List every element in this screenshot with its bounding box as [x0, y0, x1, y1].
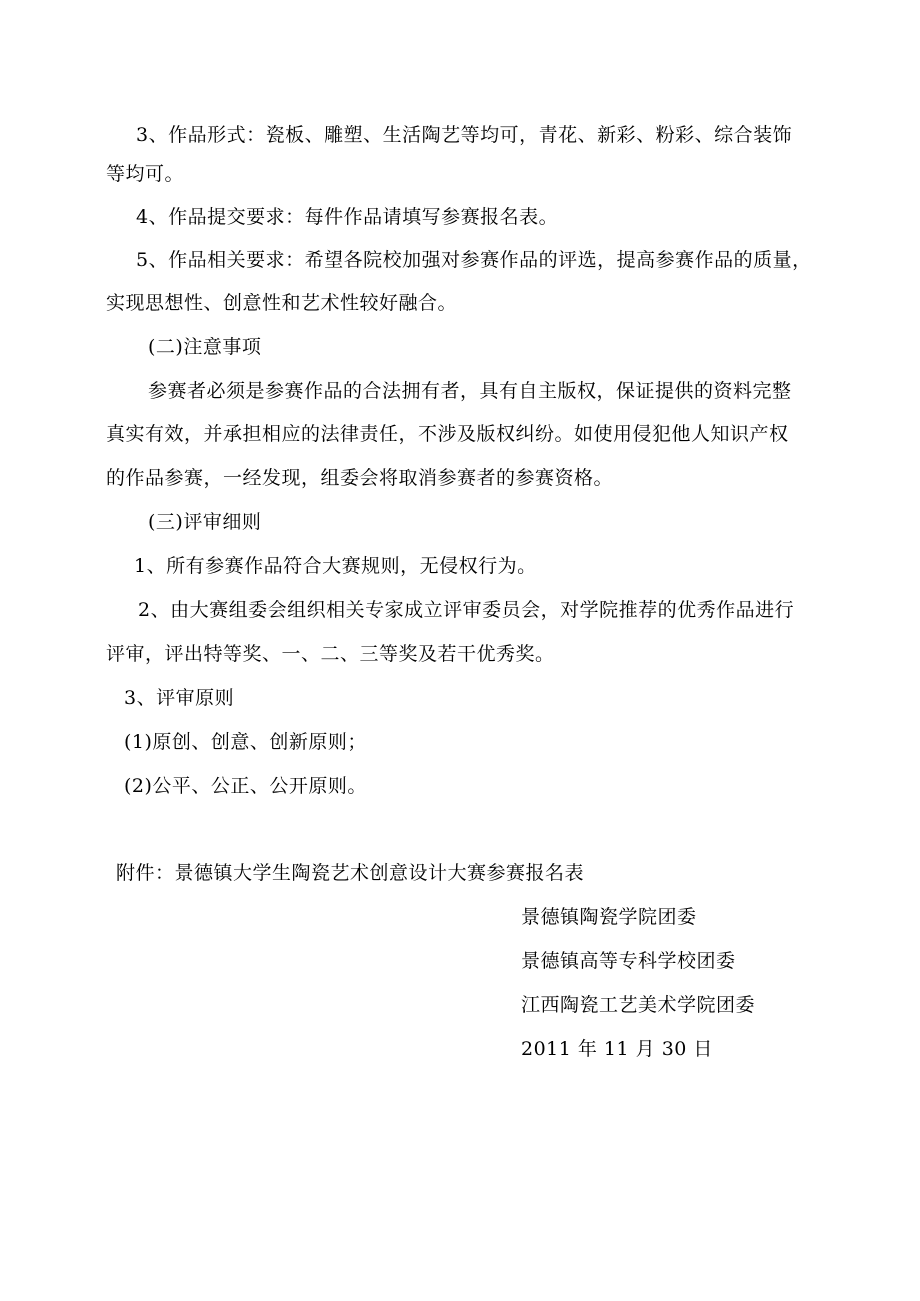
principle-2: (2)公平、公正、公开原则。	[124, 775, 367, 797]
notes-line-3: 的作品参赛，一经发现，组委会将取消参赛者的参赛资格。	[106, 467, 614, 489]
principle-1: (1)原创、创意、创新原则；	[124, 731, 367, 753]
notes-line-2: 真实有效，并承担相应的法律责任，不涉及版权纠纷。如使用侵犯他人知识产权	[106, 423, 789, 445]
rule-2-line-2: 评审，评出特等奖、一、二、三等奖及若干优秀奖。	[106, 643, 555, 665]
signature-org-2: 景德镇高等专科学校团委	[521, 950, 736, 972]
item-3-line-1: 3、作品形式：瓷板、雕塑、生活陶艺等均可，青花、新彩、粉彩、综合装饰	[136, 124, 793, 146]
signature-date: 2011 年 11 月 30 日	[521, 1038, 713, 1060]
rules-heading: (三)评审细则	[148, 511, 262, 533]
item-5-line-1: 5、作品相关要求：希望各院校加强对参赛作品的评选，提高参赛作品的质量，	[136, 249, 812, 271]
signature-org-3: 江西陶瓷工艺美术学院团委	[521, 994, 756, 1016]
attachment-line: 附件：景德镇大学生陶瓷艺术创意设计大赛参赛报名表	[116, 862, 585, 884]
rule-3: 3、评审原则	[124, 687, 235, 709]
signature-org-1: 景德镇陶瓷学院团委	[521, 906, 697, 928]
notes-heading: (二)注意事项	[148, 336, 262, 358]
item-5-line-2: 实现思想性、创意性和艺术性较好融合。	[106, 292, 458, 314]
rule-1: 1、所有参赛作品符合大赛规则，无侵权行为。	[134, 555, 537, 577]
item-3-line-2: 等均可。	[106, 163, 185, 185]
notes-line-1: 参赛者必须是参赛作品的合法拥有者，具有自主版权，保证提供的资料完整	[148, 380, 792, 402]
item-4: 4、作品提交要求：每件作品请填写参赛报名表。	[136, 206, 559, 228]
rule-2-line-1: 2、由大赛组委会组织相关专家成立评审委员会，对学院推荐的优秀作品进行	[138, 599, 795, 621]
